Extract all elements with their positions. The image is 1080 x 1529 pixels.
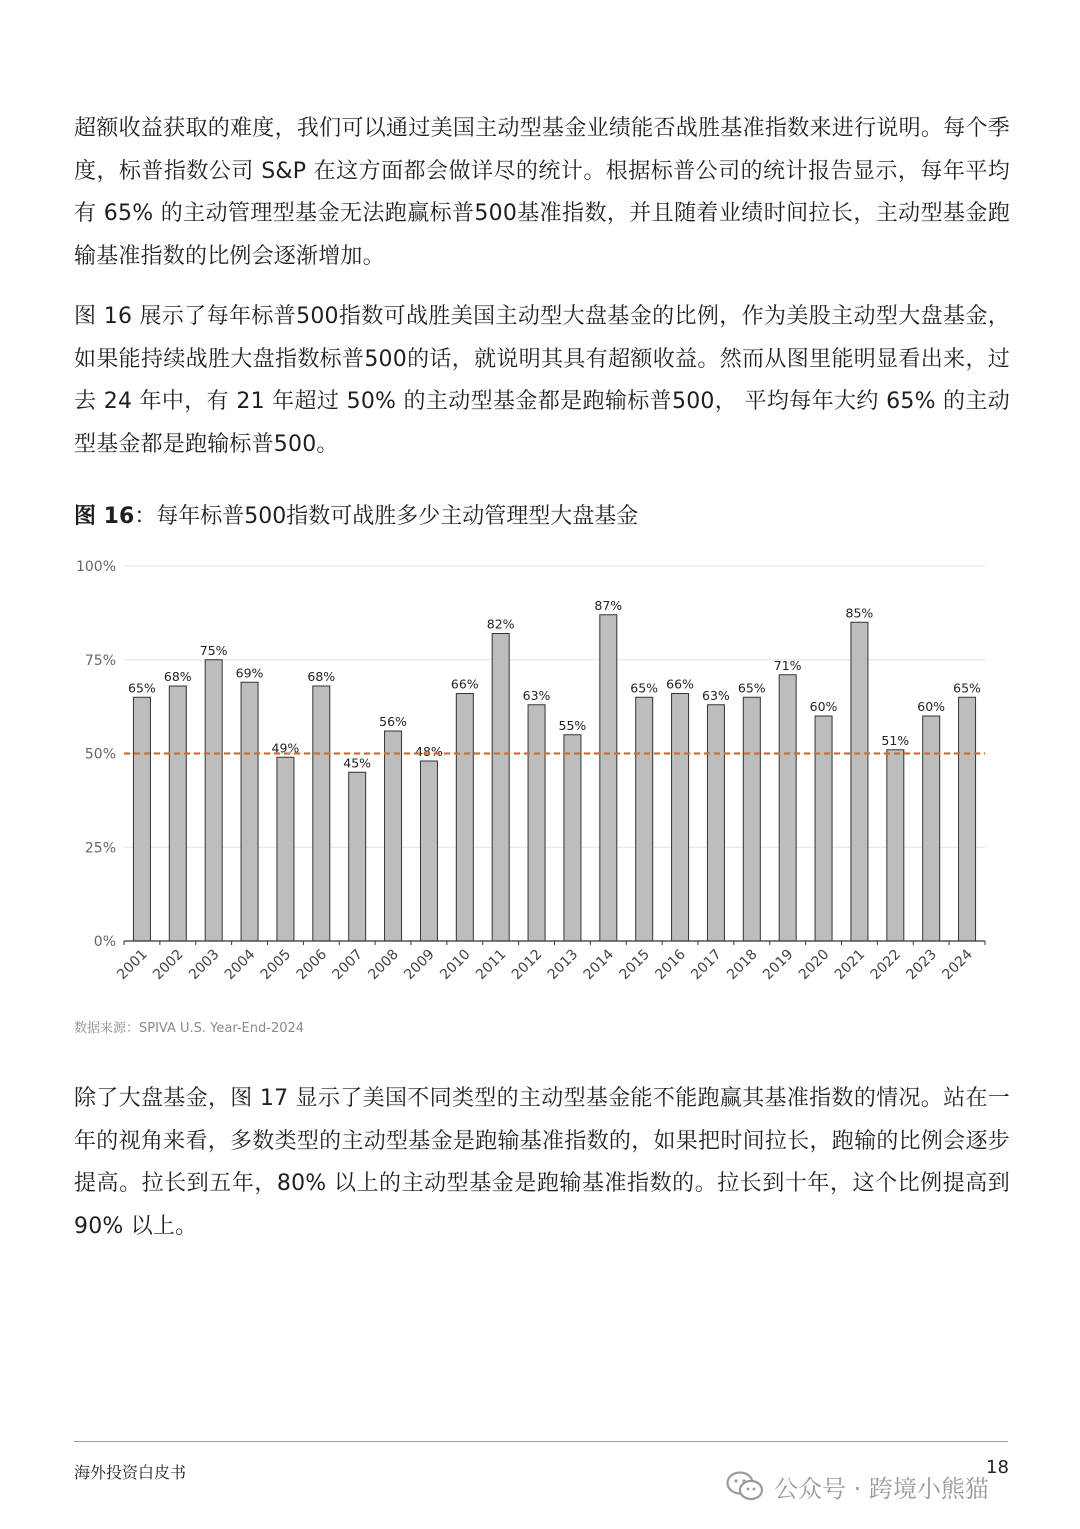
data-label: 60% (917, 699, 946, 714)
x-tick-label: 2019 (760, 946, 797, 984)
bar (349, 772, 366, 941)
x-tick-label: 2024 (939, 946, 976, 984)
bar (851, 622, 868, 941)
bar (133, 697, 150, 941)
data-label: 68% (163, 669, 192, 684)
x-tick-label: 2007 (329, 946, 367, 984)
x-tick-label: 2016 (652, 946, 689, 984)
x-tick-label: 2018 (724, 946, 761, 984)
data-label: 71% (773, 657, 802, 673)
data-label: 65% (128, 680, 156, 696)
y-tick-label: 25% (84, 840, 116, 857)
x-tick-label: 2012 (508, 946, 546, 984)
x-tick-label: 2001 (114, 946, 151, 984)
y-tick-label: 50% (84, 746, 116, 763)
bar (779, 675, 796, 941)
x-tick-label: 2014 (580, 946, 618, 984)
x-tick-label: 2015 (616, 946, 654, 984)
data-label: 63% (702, 687, 730, 703)
bar (636, 697, 653, 941)
data-label: 56% (379, 714, 407, 729)
y-tick-label: 0% (93, 934, 116, 950)
data-label: 69% (235, 665, 264, 681)
bar (492, 634, 509, 942)
data-source: 数据来源：SPIVA U.S. Year-End-2024 (74, 1021, 305, 1036)
x-tick-label: 2003 (186, 946, 223, 984)
bar (169, 686, 186, 941)
x-tick-label: 2023 (903, 946, 941, 984)
x-tick-label: 2013 (544, 946, 582, 984)
data-label: 75% (199, 642, 228, 658)
bar (241, 682, 258, 941)
watermark (726, 1466, 989, 1506)
data-label: 68% (307, 669, 336, 684)
data-label: 48% (415, 744, 443, 759)
bar (743, 697, 760, 941)
x-tick-label: 2008 (365, 946, 402, 984)
data-label: 65% (953, 680, 981, 696)
bar (528, 705, 545, 941)
wechat-icon (726, 1470, 764, 1502)
x-tick-label: 2002 (150, 946, 187, 984)
bar-chart (60, 548, 1000, 1008)
footer-title: 海外投资白皮书 (74, 1463, 187, 1482)
x-tick-label: 2010 (437, 946, 474, 984)
data-label: 45% (343, 755, 372, 771)
data-label: 65% (630, 680, 659, 696)
bar (959, 697, 976, 941)
bar (277, 757, 294, 941)
figure-label: 图 16 (74, 504, 135, 529)
data-label: 85% (845, 605, 874, 621)
data-label: 51% (881, 732, 910, 748)
data-label: 49% (271, 740, 300, 756)
data-label: 82% (486, 616, 515, 632)
data-label: 60% (809, 699, 838, 714)
data-label: 66% (666, 676, 694, 692)
y-tick-label: 100% (75, 559, 116, 575)
bar (313, 686, 330, 941)
x-tick-label: 2017 (688, 946, 725, 984)
paragraph-other-funds: 除了大盘基金，图 17 显示了美国不同类型的主动型基金能不能跑赢其基准指数的情况。站在一年的视角来看，多数类型的主动型基金是跑输基准指数的，如果把时间拉长，跑输的比例会逐步提高。拉长到五年，80% 以上的主动型基金是跑输基准指数的。拉长到十年，这个比例提高到 90% 以上。 (74, 1086, 1010, 1239)
x-tick-label: 2020 (795, 946, 833, 984)
x-tick-label: 2021 (831, 946, 869, 984)
x-tick-label: 2009 (401, 946, 438, 984)
bar (707, 705, 724, 941)
footer-divider (74, 1441, 1008, 1442)
watermark-text: 公众号 · 跨境小熊猫 (774, 1474, 989, 1503)
page-number: 18 (986, 1457, 1009, 1478)
figure-title: 图 16：每年标普500指数可战胜多少主动管理型大盘基金 (74, 504, 639, 529)
paragraph-intro: 超额收益获取的难度，我们可以通过美国主动型基金业绩能否战胜基准指数来进行说明。每个季度，标普指数公司 S&P 在这方面都会做详尽的统计。根据标普公司的统计报告显示，每年平均有 65% 的主动管理型基金无法跑赢标普500基准指数，并且随着业绩时间拉长，主动型基金跑输基准指数的比例会逐渐增加。 (74, 116, 1010, 269)
x-tick-label: 2006 (293, 946, 331, 984)
data-label: 87% (594, 597, 623, 613)
paragraph-figure-description: 图 16 展示了每年标普500指数可战胜美国主动型大盘基金的比例，作为美股主动型大盘基金，如果能持续战胜大盘指数标普500的话，就说明其具有超额收益。然而从图里能明显看出来，过去 24 年中，有 21 年超过 50% 的主动型基金都是跑输标普500， 平均每年大约 65% 的主动型基金都是跑输标普500。 (74, 304, 1010, 457)
data-label: 65% (737, 680, 766, 696)
x-tick-label: 2005 (257, 946, 295, 984)
x-tick-label: 2011 (473, 946, 510, 984)
bar (456, 694, 473, 942)
bar (564, 735, 581, 941)
x-tick-label: 2004 (221, 946, 259, 984)
y-tick-label: 75% (84, 652, 116, 669)
figure-title-text: 每年标普500指数可战胜多少主动管理型大盘基金 (156, 504, 639, 529)
bar (385, 731, 402, 941)
bar (815, 716, 832, 941)
bar (887, 750, 904, 941)
bar (600, 615, 617, 941)
bar (672, 694, 689, 942)
data-label: 55% (558, 717, 587, 733)
bar (420, 761, 437, 941)
x-tick-label: 2022 (867, 946, 905, 984)
data-label: 66% (450, 676, 479, 692)
bar (205, 660, 222, 941)
data-label: 63% (522, 687, 551, 703)
bar (923, 716, 940, 941)
